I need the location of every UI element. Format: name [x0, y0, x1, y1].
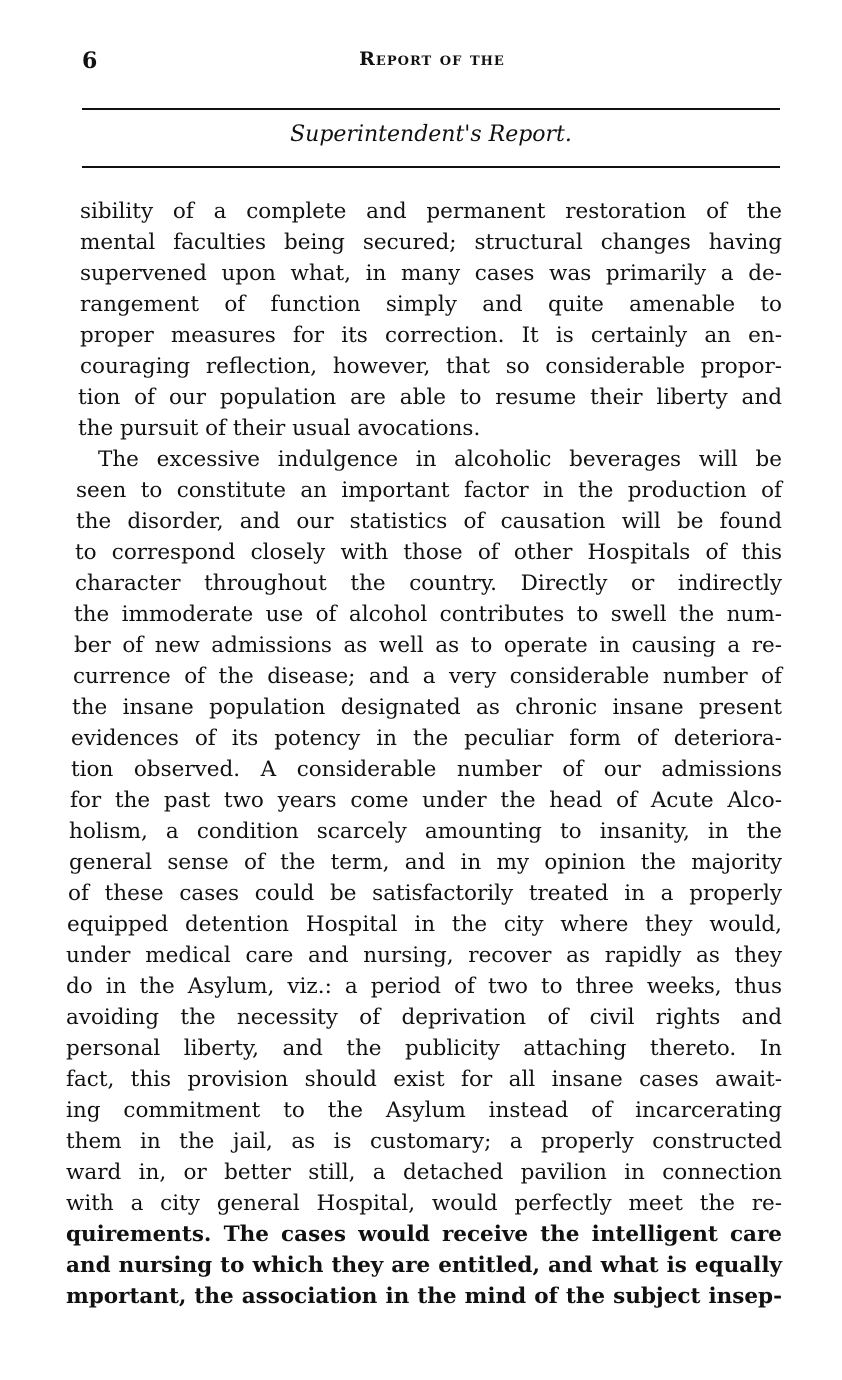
- text-line: holism, a condition scarcely amounting to insanity, in the: [69, 819, 782, 844]
- text-line: the immoderate use of alcohol contributes to swell the num-: [74, 602, 782, 627]
- text-line: evidences of its potency in the peculiar form of deteriora-: [71, 726, 782, 751]
- text-line: of these cases could be satisfactorily treated in a properly: [68, 881, 782, 906]
- text-line: sibility of a complete and permanent restoration of the: [80, 199, 782, 224]
- text-line: The excessive indulgence in alcoholic beverages will be: [98, 447, 782, 472]
- text-line: equipped detention Hospital in the city where they would,: [67, 912, 782, 937]
- text-line: ber of new admissions as well as to operate in causing a re-: [74, 633, 782, 658]
- body-text: [66, 196, 782, 1312]
- text-line: the pursuit of their usual avocations.: [78, 416, 481, 441]
- text-line: mental faculties being secured; structural changes having: [80, 230, 782, 255]
- text-line: mportant, the association in the mind of the subject insep-: [66, 1284, 782, 1309]
- text-line: rangement of function simply and quite amenable to: [80, 292, 782, 317]
- text-line: avoiding the necessity of deprivation of civil rights and: [66, 1005, 782, 1030]
- text-line: the insane population designated as chronic insane present: [72, 695, 782, 720]
- text-line: tion of our population are able to resume their liberty and: [78, 385, 782, 410]
- text-line: the disorder, and our statistics of causation will be found: [76, 509, 782, 534]
- running-head: Report of the: [359, 48, 505, 70]
- text-line: proper measures for its correction. It is certainly an en-: [80, 323, 782, 348]
- page-number: 6: [82, 48, 98, 74]
- text-line: under medical care and nursing, recover as rapidly as they: [66, 943, 782, 968]
- text-line: currence of the disease; and a very considerable number of: [73, 664, 782, 689]
- page-header: [82, 48, 782, 78]
- text-line: personal liberty, and the publicity attaching thereto. In: [66, 1036, 782, 1061]
- header-rule-top: [82, 108, 780, 110]
- text-line: for the past two years come under the head of Acute Alco-: [70, 788, 782, 813]
- header-rule-bottom: [82, 166, 780, 168]
- text-line: general sense of the term, and in my opinion the majority: [69, 850, 782, 875]
- text-line: quirements. The cases would receive the intelligent care: [66, 1222, 782, 1247]
- text-line: ing commitment to the Asylum instead of incarcerating: [66, 1098, 782, 1123]
- text-line: character throughout the country. Directly or indirectly: [75, 571, 782, 596]
- text-line: and nursing to which they are entitled, and what is equally: [66, 1253, 782, 1278]
- text-line: seen to constitute an important factor in the production of: [76, 478, 782, 503]
- text-line: do in the Asylum, viz.: a period of two to three weeks, thus: [66, 974, 782, 999]
- text-line: ward in, or better still, a detached pavilion in connection: [66, 1160, 782, 1185]
- text-line: couraging reflection, however, that so considerable propor-: [80, 354, 782, 379]
- section-title: Superintendent's Report.: [290, 122, 572, 147]
- text-line: tion observed. A considerable number of our admissions: [71, 757, 782, 782]
- text-line: fact, this provision should exist for all insane cases await-: [66, 1067, 782, 1092]
- text-line: to correspond closely with those of other Hospitals of this: [75, 540, 782, 565]
- text-line: with a city general Hospital, would perfectly meet the re-: [66, 1191, 782, 1216]
- text-line: them in the jail, as is customary; a properly constructed: [66, 1129, 782, 1154]
- text-line: supervened upon what, in many cases was primarily a de-: [80, 261, 782, 286]
